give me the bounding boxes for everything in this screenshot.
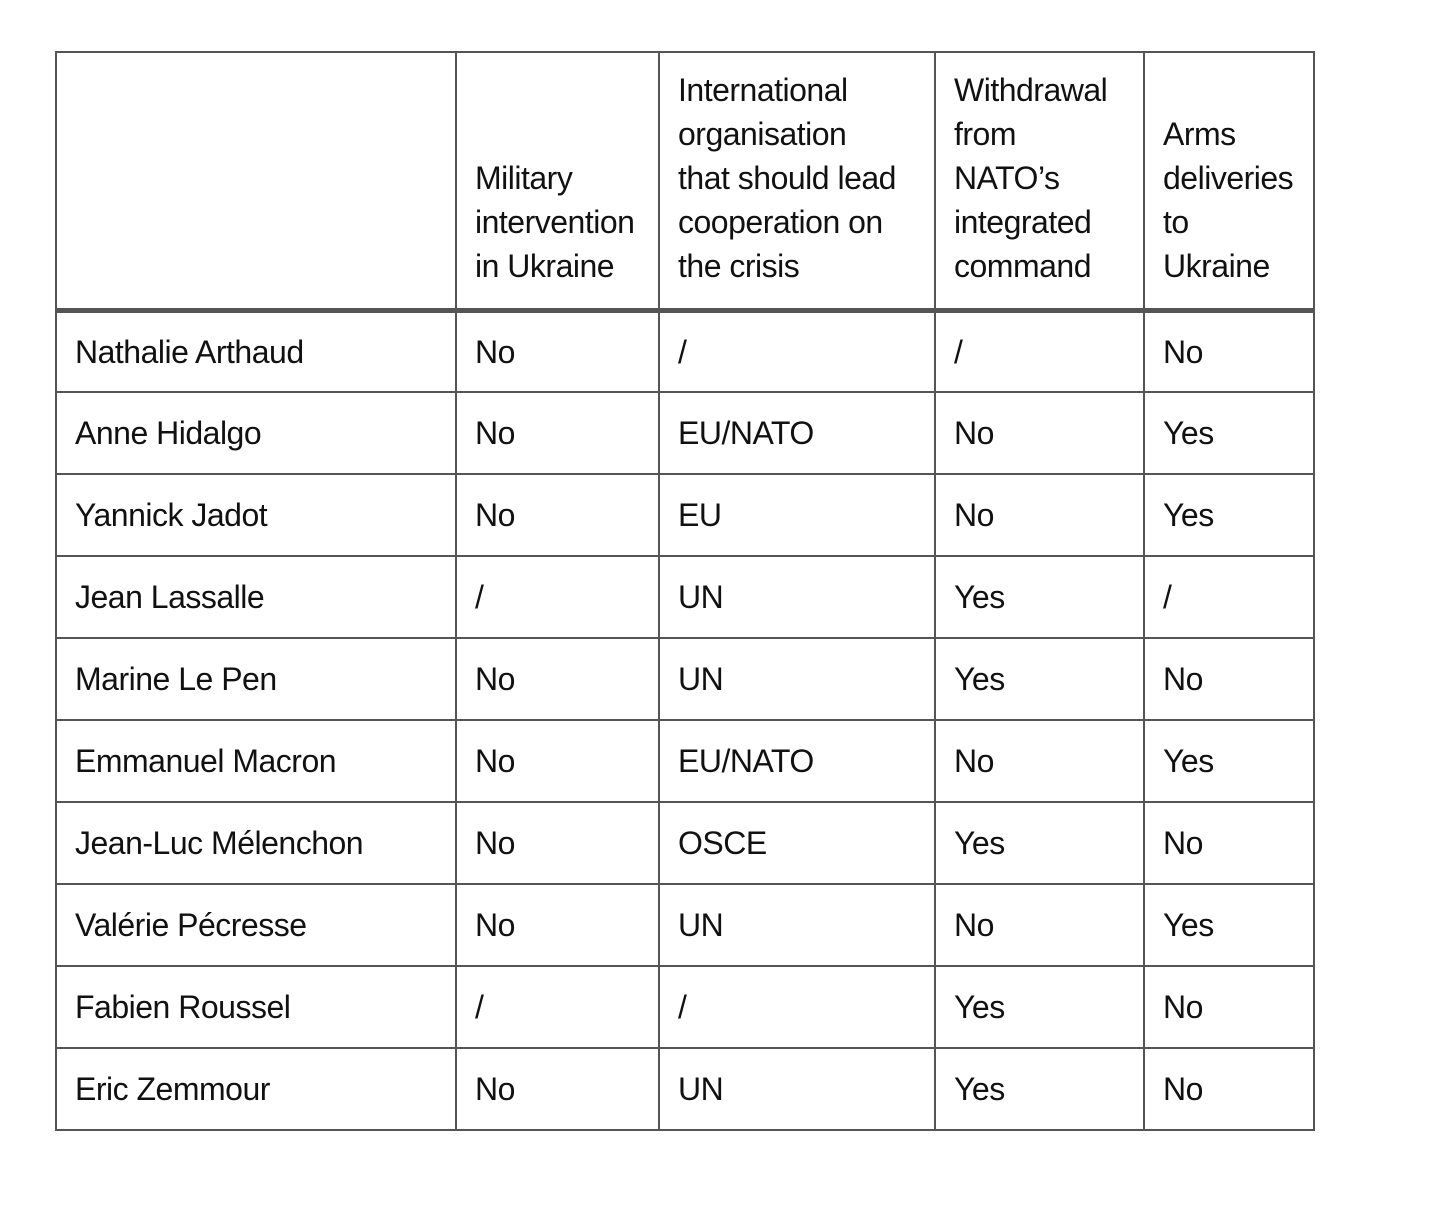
arms-deliveries-cell: No <box>1144 310 1314 392</box>
lead-organisation-cell: UN <box>659 1048 935 1130</box>
arms-deliveries-cell: Yes <box>1144 474 1314 556</box>
lead-organisation-cell: / <box>659 966 935 1048</box>
arms-deliveries-cell: / <box>1144 556 1314 638</box>
candidate-name-cell: Valérie Pécresse <box>56 884 456 966</box>
lead-organisation-cell: EU/NATO <box>659 720 935 802</box>
military-intervention-cell: No <box>456 1048 659 1130</box>
lead-organisation-cell: OSCE <box>659 802 935 884</box>
nato-withdrawal-cell: No <box>935 884 1144 966</box>
nato-withdrawal-cell: Yes <box>935 966 1144 1048</box>
candidate-name-cell: Yannick Jadot <box>56 474 456 556</box>
military-intervention-cell: No <box>456 310 659 392</box>
candidate-name-cell: Jean-Luc Mélenchon <box>56 802 456 884</box>
lead-organisation-cell: EU/NATO <box>659 392 935 474</box>
header-line: organisation <box>678 115 847 152</box>
arms-deliveries-cell: No <box>1144 1048 1314 1130</box>
header-line: integrated <box>954 203 1092 240</box>
candidate-name-cell: Eric Zemmour <box>56 1048 456 1130</box>
candidate-name-cell: Anne Hidalgo <box>56 392 456 474</box>
table-row <box>56 720 1314 802</box>
header-line: Military <box>475 159 573 196</box>
military-intervention-cell: / <box>456 966 659 1048</box>
table-row <box>56 1048 1314 1130</box>
header-cell-arms-deliveries <box>1144 52 1314 310</box>
header-line: the crisis <box>678 247 800 284</box>
candidate-name-cell: Nathalie Arthaud <box>56 310 456 392</box>
header-cell-military-intervention <box>456 52 659 310</box>
candidate-name-cell: Jean Lassalle <box>56 556 456 638</box>
lead-organisation-cell: EU <box>659 474 935 556</box>
nato-withdrawal-cell: Yes <box>935 638 1144 720</box>
military-intervention-cell: / <box>456 556 659 638</box>
military-intervention-cell: No <box>456 720 659 802</box>
arms-deliveries-cell: Yes <box>1144 884 1314 966</box>
nato-withdrawal-cell: Yes <box>935 1048 1144 1130</box>
header-line: from <box>954 115 1016 152</box>
header-line: Ukraine <box>1163 247 1270 284</box>
header-row <box>56 52 1314 310</box>
arms-deliveries-cell: No <box>1144 802 1314 884</box>
header-line: NATO’s <box>954 159 1060 196</box>
lead-organisation-cell: UN <box>659 638 935 720</box>
table-header <box>56 52 1314 310</box>
table-body <box>56 310 1314 1130</box>
table-row <box>56 638 1314 720</box>
header-cell-nato-withdrawal <box>935 52 1144 310</box>
header-cell-candidate <box>56 52 456 310</box>
table-row <box>56 966 1314 1048</box>
nato-withdrawal-cell: No <box>935 474 1144 556</box>
header-line: to <box>1163 203 1189 240</box>
table-row <box>56 310 1314 392</box>
nato-withdrawal-cell: / <box>935 310 1144 392</box>
arms-deliveries-cell: No <box>1144 638 1314 720</box>
military-intervention-cell: No <box>456 392 659 474</box>
nato-withdrawal-cell: No <box>935 392 1144 474</box>
header-cell-international-organisation <box>659 52 935 310</box>
header-line: intervention <box>475 203 635 240</box>
header-line: deliveries <box>1163 159 1294 196</box>
lead-organisation-cell: UN <box>659 884 935 966</box>
header-line: command <box>954 247 1091 284</box>
arms-deliveries-cell: Yes <box>1144 392 1314 474</box>
table-row <box>56 884 1314 966</box>
header-line: Arms <box>1163 115 1236 152</box>
header-line: cooperation on <box>678 203 883 240</box>
table-row <box>56 556 1314 638</box>
arms-deliveries-cell: No <box>1144 966 1314 1048</box>
lead-organisation-cell: UN <box>659 556 935 638</box>
military-intervention-cell: No <box>456 638 659 720</box>
candidate-name-cell: Marine Le Pen <box>56 638 456 720</box>
nato-withdrawal-cell: No <box>935 720 1144 802</box>
header-line: Withdrawal <box>954 71 1108 108</box>
candidate-name-cell: Emmanuel Macron <box>56 720 456 802</box>
military-intervention-cell: No <box>456 802 659 884</box>
lead-organisation-cell: / <box>659 310 935 392</box>
header-line: that should lead <box>678 159 896 196</box>
candidate-positions-table <box>55 51 1315 1131</box>
candidate-name-cell: Fabien Roussel <box>56 966 456 1048</box>
header-line: International <box>678 71 848 108</box>
table-row <box>56 474 1314 556</box>
nato-withdrawal-cell: Yes <box>935 802 1144 884</box>
arms-deliveries-cell: Yes <box>1144 720 1314 802</box>
table-row <box>56 802 1314 884</box>
nato-withdrawal-cell: Yes <box>935 556 1144 638</box>
table-row <box>56 392 1314 474</box>
military-intervention-cell: No <box>456 474 659 556</box>
header-line: in Ukraine <box>475 247 615 284</box>
military-intervention-cell: No <box>456 884 659 966</box>
